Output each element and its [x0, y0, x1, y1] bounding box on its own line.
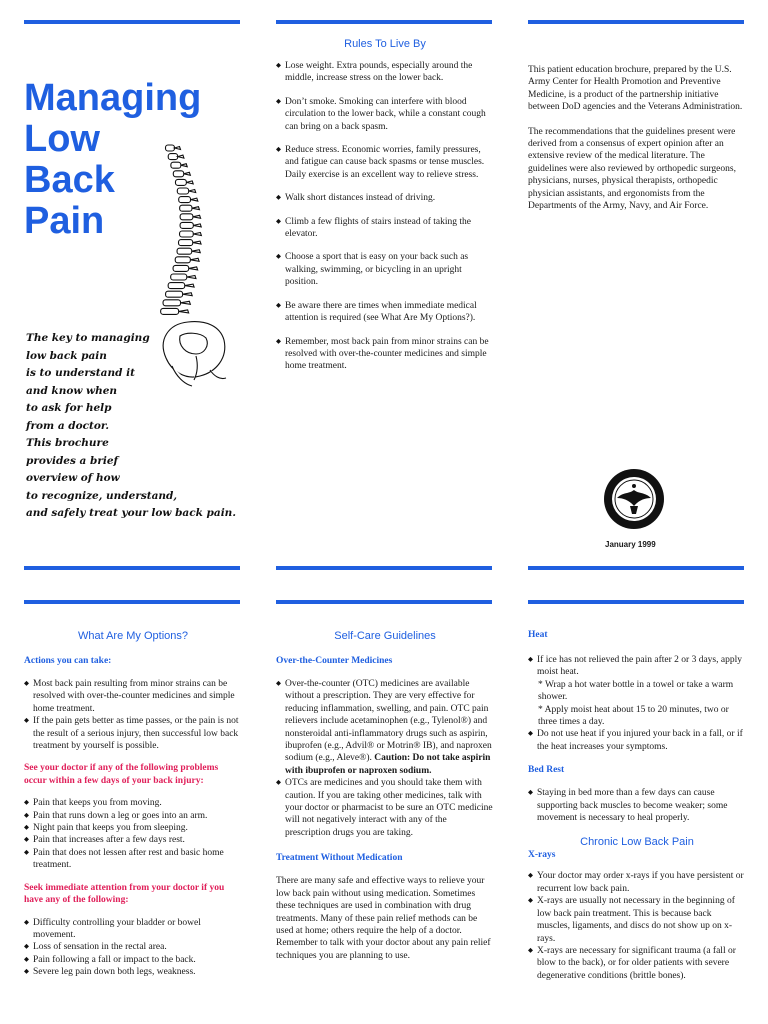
- heat-list: [528, 654, 746, 753]
- otc-text: Over-the-counter (OTC) medicines are available without a prescription. They are very effective for reducing inflammation, swelling, and pain. OTC pain relievers include acetaminophen (e.g., Tylenol®) and nonsteroidal anti-inflammatory drugs such as aspirin, ibuprofen (e.g., Advil® or Motrin® IB), and naproxen sodium (e.g., Aleve®).: [285, 679, 492, 764]
- cover-title-line: Back: [24, 159, 115, 201]
- list-item: ◆ Be aware there are times when immediate medical attention is required (see What Are My Options?).: [276, 300, 494, 325]
- intro-line: low back pain: [26, 349, 107, 362]
- heat-subitem: * Wrap a hot water bottle in a towel or take a warm shower.: [538, 679, 734, 703]
- intro-line: overview of how: [26, 472, 120, 484]
- intro-line: from a doctor.: [26, 419, 110, 432]
- actions-heading: Actions you can take:: [24, 656, 112, 666]
- rule-lower-mid: [276, 600, 492, 604]
- rule-top-right: [528, 20, 744, 24]
- list-item: ◆ X-rays are necessary for significant trauma (a fall or blow to the back), or for older patients with severe degenerative conditions (brittle bones).: [528, 945, 746, 982]
- immediate-attention-list: [24, 917, 242, 979]
- list-item: ◆ Most back pain resulting from minor strains can be resolved with over-the-counter medicines and simple home treatment.: [24, 678, 242, 715]
- selfcare-panel: [276, 630, 494, 962]
- list-item: ◆ Lose weight. Extra pounds, especially around the middle, increase stress on the lower back.: [276, 60, 494, 85]
- intro-line: is to understand it: [26, 367, 135, 379]
- intro-line: The key to managing: [26, 332, 150, 344]
- heat-panel: [528, 630, 746, 982]
- list-item: ◆ X-rays are usually not necessary in the beginning of low back pain treatment. This is because back muscles, ligaments, and discs do not show up on x-rays.: [528, 895, 746, 945]
- rule-mid-mid: [276, 566, 492, 570]
- treatment-text: There are many safe and effective ways to relieve your low back pain without using medication. Sometimes these techniques are used in combination with drug treatments. Many of these pain relief methods can be used at home; others require the help of a doctor. Remember to talk with your doctor about any pain relief techniques you are planning to use.: [276, 876, 491, 961]
- xrays-heading: X-rays: [528, 850, 556, 861]
- rules-panel: [276, 38, 494, 384]
- cover-intro-text: [26, 330, 256, 523]
- list-item: ◆ Pain that does not lessen after rest and basic home treatment.: [24, 847, 242, 872]
- cover-title-line: Pain: [24, 200, 105, 242]
- rules-list: [276, 60, 494, 373]
- intro-line: and safely treat your low back pain.: [26, 507, 236, 519]
- intro-line: to recognize, understand,: [26, 489, 178, 502]
- intro-line: provides a brief: [26, 454, 119, 467]
- intro-line: and know when: [26, 384, 118, 397]
- cover-title-line: Managing: [24, 77, 202, 119]
- list-item: ◆ Your doctor may order x-rays if you have persistent or recurrent low back pain.: [528, 870, 746, 895]
- list-item: ◆ Pain following a fall or impact to the back.: [24, 954, 242, 966]
- list-item: ◆ Don’t smoke. Smoking can interfere with blood circulation to the lower back, while a constant cough can bring on a back spasm.: [276, 96, 494, 133]
- list-item: ◆ Staying in bed more than a few days can cause supporting back muscles to become weaker; some movement is necessary to heal properly.: [528, 787, 746, 824]
- list-item: ◆ Difficulty controlling your bladder or bowel movement.: [24, 917, 242, 942]
- list-item: ◆ Loss of sensation in the rectal area.: [24, 941, 242, 953]
- about-panel: [528, 64, 744, 212]
- treatment-heading: Treatment Without Medication: [276, 853, 403, 864]
- list-item: ◆ If ice has not relieved the pain after 2 or 3 days, apply moist heat.: [528, 654, 746, 679]
- list-item: ◆ Severe leg pain down both legs, weakness.: [24, 966, 242, 978]
- list-item: ◆ Climb a few flights of stairs instead of taking the elevator.: [276, 216, 494, 241]
- options-panel: [24, 630, 242, 979]
- list-item: ◆ Pain that increases after a few days rest.: [24, 834, 242, 846]
- list-item: ◆ Pain that keeps you from moving.: [24, 797, 242, 809]
- see-doctor-heading: See your doctor if any of the following problems occur within a few days of your back injury:: [24, 763, 219, 786]
- rule-lower-left: [24, 600, 240, 604]
- list-item: ◆ Pain that runs down a leg or goes into an arm.: [24, 810, 242, 822]
- heat-heading: Heat: [528, 630, 548, 640]
- rule-top-left: [24, 20, 240, 24]
- otc-list: [276, 678, 494, 839]
- see-doctor-list: [24, 797, 242, 871]
- rule-top-mid: [276, 20, 492, 24]
- actions-list: [24, 678, 242, 752]
- rules-title: Rules To Live By: [344, 38, 426, 50]
- otc-caution: Caution: Do not take aspirin with ibuprofen or naproxen sodium.: [285, 753, 491, 776]
- list-item: ◆ If the pain gets better as time passes, or the pain is not the result of a serious injury, then successful low back treatment by yourself is possible.: [24, 715, 242, 752]
- chronic-title: Chronic Low Back Pain: [580, 836, 694, 849]
- intro-line: This brochure: [26, 437, 109, 449]
- heat-subitem: * Apply moist heat about 15 to 20 minutes, two or three times a day.: [538, 704, 729, 728]
- list-item: ◆ Walk short distances instead of driving.: [276, 192, 494, 204]
- about-paragraph: The recommendations that the guidelines present were derived from a consensus of expert opinion after an extensive review of the medical literature. The guidelines were also reviewed by orthopedic surgeons, physicians, nurses, physical therapists, orthopedic physician assistants, and ergonomists from the Departments of the Army, Navy, and Air Force.: [528, 126, 736, 212]
- rule-mid-left: [24, 566, 240, 570]
- bed-rest-list: [528, 787, 746, 824]
- list-item: ◆ Remember, most back pain from minor strains can be resolved with over-the-counter medicines and simple home treatment.: [276, 336, 494, 373]
- cover-title-line: Low: [24, 118, 100, 160]
- xrays-list: [528, 870, 746, 982]
- rule-lower-right: [528, 600, 744, 604]
- list-item: ◆ Reduce stress. Economic worries, family pressures, and fatigue can cause back spasms or tense muscles. Daily exercise is an excellent way to relieve stress.: [276, 144, 494, 181]
- list-item: ◆ Choose a sport that is easy on your back such as walking, swimming, or bicycling in an upright position.: [276, 251, 494, 288]
- intro-line: to ask for help: [26, 402, 112, 414]
- list-item: ◆ OTCs are medicines and you should take them with caution. If you are taking other medicines, talk with your doctor or pharmacist to be sure an OTC medicine will not negatively interact with any of the prescription drugs you are taking.: [276, 777, 494, 839]
- about-paragraph: This patient education brochure, prepared by the U.S. Army Center for Health Promotion and Preventive Medicine, is a product of the partnership initiative between DoD agencies and the Veterans Administration.: [528, 65, 743, 113]
- department-of-defense-seal: [603, 468, 665, 530]
- bed-rest-heading: Bed Rest: [528, 765, 565, 776]
- publication-date: January 1999: [605, 540, 656, 549]
- list-item: [276, 678, 494, 777]
- list-item: ◆ Do not use heat if you injured your back in a fall, or if the heat increases your symptoms.: [528, 728, 746, 753]
- immediate-attention-heading: Seek immediate attention from your doctor if you have any of the following:: [24, 882, 225, 906]
- list-item: ◆ Night pain that keeps you from sleeping.: [24, 822, 242, 834]
- otc-heading: Over-the-Counter Medicines: [276, 656, 393, 666]
- options-title: What Are My Options?: [77, 630, 189, 642]
- selfcare-title: Self-Care Guidelines: [334, 630, 436, 642]
- rule-mid-right: [528, 566, 744, 570]
